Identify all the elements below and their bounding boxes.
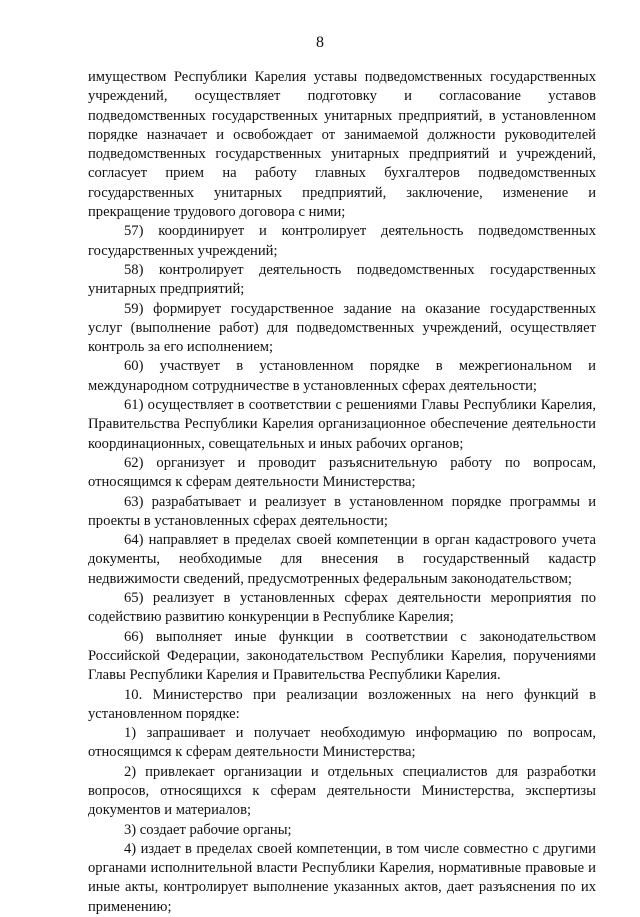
paragraph: 1) запрашивает и получает необходимую информацию по вопросам, относящимся к сферам деятельности Министерства; — [88, 725, 596, 761]
paragraph: 3) создает рабочие органы; — [124, 821, 292, 838]
paragraph: 60) участвует в установленном порядке в межрегиональном и международном сотрудничестве в установленных сферах деятельности; — [88, 358, 596, 394]
paragraph: 2) привлекает организации и отдельных специалистов для разработки вопросов, относящихся к сферам деятельности Министерства, экспертизы документов и материалов; — [88, 763, 596, 819]
paragraph: 58) контролирует деятельность подведомственных государственных унитарных предприятий; — [88, 261, 596, 298]
paragraph: 59) формирует государственное задание на оказание государственных услуг (выполнение работ) для подведомственных учреждений, осуществляет контроль за его исполнением; — [88, 300, 596, 356]
paragraph: 64) направляет в пределах своей компетенции в орган кадастрового учета документы, необходимые для внесения в государственный кадастр недвижимости сведений, предусмотренных федеральным законодательством; — [88, 532, 596, 587]
document-body — [88, 68, 596, 917]
paragraph: 66) выполняет иные функции в соответствии с законодательством Российской Федерации, законодательством Республики Карелия, поручениями Главы Республики Карелия и Правительства Республики Карелия. — [88, 628, 596, 684]
paragraph: 61) осуществляет в соответствии с решениями Главы Республики Карелия, Правительства Республики Карелия организационное обеспечение деятельности координационных, совещательных и иных рабочих органов; — [88, 397, 596, 452]
paragraph: 65) реализует в установленных сферах деятельности мероприятия по содействию развитию конкуренции в Республике Карелия; — [88, 590, 596, 626]
paragraph: 62) организует и проводит разъяснительную работу по вопросам, относящимся к сферам деятельности Министерства; — [88, 454, 596, 491]
paragraph: 63) разрабатывает и реализует в установленном порядке программы и проекты в установленных сферах деятельности; — [88, 493, 596, 529]
paragraph: 4) издает в пределах своей компетенции, в том числе совместно с другими органами исполнительной власти Республики Карелия, нормативные правовые и иные акты, контролирует выполнение указанных актов, дает разъяснения по их применению; — [88, 840, 596, 915]
paragraph: 57) координирует и контролирует деятельность подведомственных государственных учреждений; — [88, 223, 596, 259]
paragraph: имуществом Республики Карелия уставы подведомственных государственных учреждений, осуществляет подготовку и согласование уставов подведомственных государственных унитарных предприятий, в установленном порядке назначает и освобождает от занимаемой должности руководителей подведомственных государственных унитарных предприятий и учреждений, согласует прием на работу главных бухгалтеров подведомственных государственных унитарных предприятий, заключение, изменение и прекращение трудового договора с ними; — [88, 69, 596, 221]
section-heading-paragraph: 10. Министерство при реализации возложенных на него функций в установленном порядке: — [88, 686, 596, 722]
page-number: 8 — [316, 34, 324, 51]
